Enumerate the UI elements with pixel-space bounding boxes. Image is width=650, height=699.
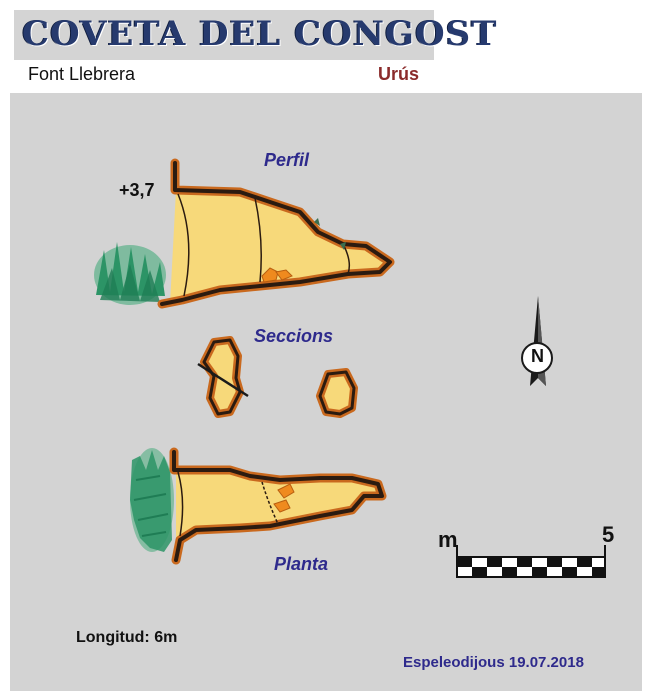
north-arrow-icon xyxy=(522,296,552,386)
map-title: COVETA DEL CONGOST xyxy=(22,14,498,54)
profile-outline xyxy=(162,163,390,304)
section-2 xyxy=(320,372,354,414)
plan-label: Planta xyxy=(274,554,329,574)
scale-bar xyxy=(457,545,605,577)
cave-length: Longitud: 6m xyxy=(76,629,178,646)
profile-label: Perfil xyxy=(264,150,310,170)
scale-start-label: m xyxy=(438,527,458,552)
section-1 xyxy=(198,340,248,414)
scale-end-label: 5 xyxy=(602,522,615,547)
site-subtitle: Font Llebrera xyxy=(28,64,136,84)
vegetation-profile xyxy=(94,242,166,305)
location-name: Urús xyxy=(378,64,420,84)
height-mark: +3,7 xyxy=(119,180,155,200)
north-letter: N xyxy=(531,346,544,366)
vegetation-plan xyxy=(130,448,174,552)
sections-label: Seccions xyxy=(254,326,334,346)
survey-credit: Espeleodijous 19.07.2018 xyxy=(403,654,584,671)
